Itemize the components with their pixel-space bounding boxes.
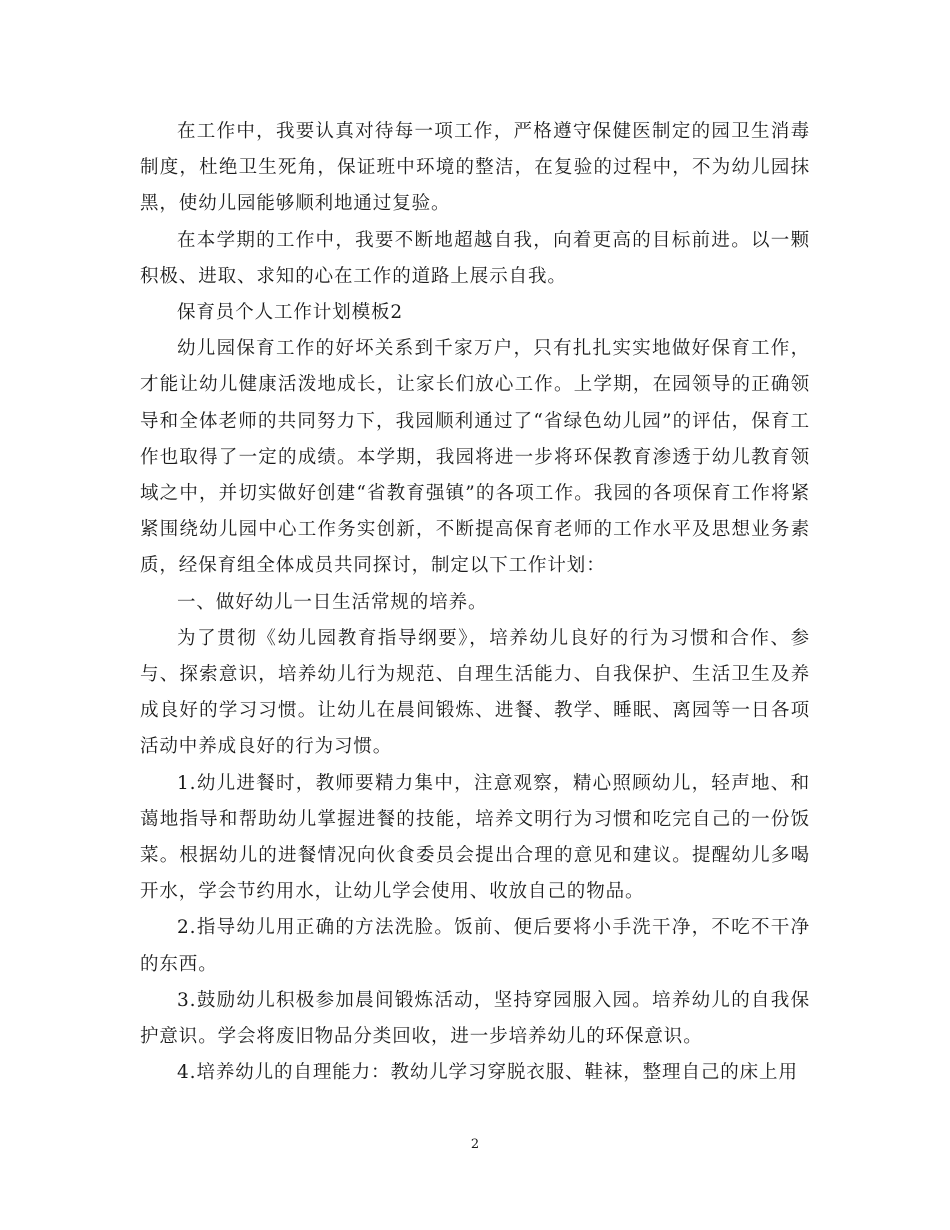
list-item-exercise: 3.鼓励幼儿积极参加晨间锻炼活动，坚持穿园服入园。培养幼儿的自我保护意识。学会将废旧物品分类回收，进一步培养幼儿的环保意识。 [140, 989, 810, 1048]
list-item-washing: 2.指导幼儿用正确的方法洗脸。饭前、便后要将小手洗干净，不吃不干净的东西。 [140, 917, 810, 975]
section-heading-template-2: 保育员个人工作计划模板2 [177, 302, 404, 324]
paragraph-hygiene-commitment: 在工作中，我要认真对待每一项工作，严格遵守保健医制定的园卫生消毒制度，杜绝卫生死角，保证班中环境的整洁，在复验的过程中，不为幼儿园抹黑，使幼儿园能够顺利地通过复验。 [140, 121, 810, 215]
list-item-meals: 1.幼儿进餐时，教师要精力集中，注意观察，精心照顾幼儿，轻声地、和蔼地指导和帮助幼儿掌握进餐的技能，培养文明行为习惯和吃完自己的一份饭菜。根据幼儿的进餐情况向伙食委员会提出合理的意见和建议。提醒幼儿多喝开水，学会节约用水，让幼儿学会使用、收放自己的物品。 [140, 772, 810, 903]
page-number: 2 [470, 1137, 480, 1152]
paragraph-self-improvement: 在本学期的工作中，我要不断地超越自我，向着更高的目标前进。以一颗积极、进取、求知的心在工作的道路上展示自我。 [140, 229, 810, 287]
paragraph-routine-goals: 为了贯彻《幼儿园教育指导纲要》，培养幼儿良好的行为习惯和合作、参与、探索意识，培养幼儿行为规范、自理生活能力、自我保护、生活卫生及养成良好的学习习惯。让幼儿在晨间锻炼、进餐、教学、睡眠、离园等一日各项活动中养成良好的行为习惯。 [140, 627, 810, 758]
paragraph-introduction: 幼儿园保育工作的好坏关系到千家万户，只有扎扎实实地做好保育工作，才能让幼儿健康活泼地成长，让家长们放心工作。上学期，在园领导的正确领导和全体老师的共同努力下，我园顺利通过了“省绿色幼儿园”的评估，保育工作也取得了一定的成绩。本学期，我园将进一步将环保教育渗透于幼儿教育领域之中，并切实做好创建“省教育强镇”的各项工作。我园的各项保育工作将紧紧围绕幼儿园中心工作务实创新，不断提高保育老师的工作水平及思想业务素质，经保育组全体成员共同探讨，制定以下工作计划： [140, 338, 810, 577]
section-heading-daily-routine: 一、做好幼儿一日生活常规的培养。 [177, 591, 488, 613]
list-item-self-care: 4.培养幼儿的自理能力：教幼儿学习穿脱衣服、鞋袜，整理自己的床上用 [177, 1062, 798, 1084]
document-body [140, 114, 810, 1091]
